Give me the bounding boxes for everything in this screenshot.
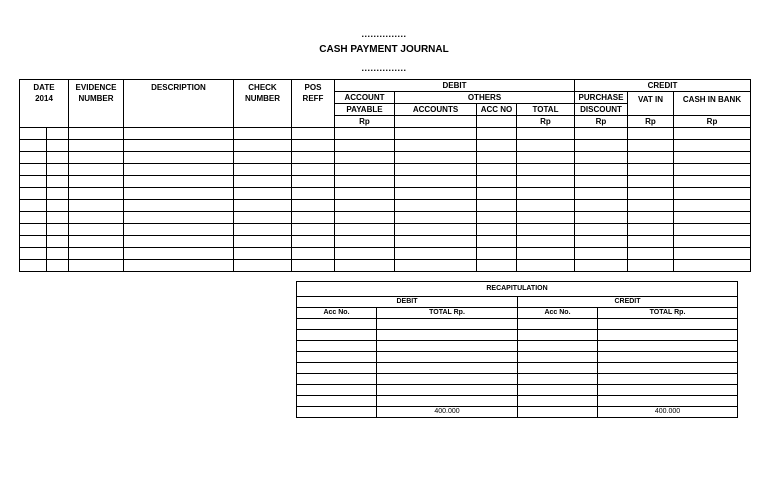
rp-vat-in: Rp [628,116,674,128]
journal-cell [477,200,517,212]
journal-cell [395,128,477,140]
recap-credit-total-rp: TOTAL Rp. [598,308,738,319]
journal-cell [477,248,517,260]
journal-cell [477,260,517,272]
journal-row [20,236,751,248]
journal-cell [69,260,124,272]
journal-cell [124,176,234,188]
journal-cell [335,260,395,272]
recapitulation-table [296,281,738,418]
journal-cell [69,248,124,260]
journal-cell [517,248,575,260]
journal-cell [628,176,674,188]
header-others: OTHERS [395,92,575,104]
journal-cell [124,188,234,200]
recap-cell [377,341,518,352]
journal-cell [69,236,124,248]
journal-cell [69,152,124,164]
journal-cell [234,200,292,212]
journal-cell [292,260,335,272]
journal-cell [124,260,234,272]
journal-cell [47,224,69,236]
recap-cell [518,363,598,374]
journal-cell [47,248,69,260]
journal-cell [124,128,234,140]
journal-cell [395,248,477,260]
journal-cell [335,140,395,152]
journal-cell [69,128,124,140]
header-description-label: DESCRIPTION [151,83,206,92]
journal-cell [517,164,575,176]
header-date [20,80,69,128]
journal-row [20,128,751,140]
journal-cell [20,152,47,164]
journal-row [20,224,751,236]
journal-cell [335,236,395,248]
journal-cell [20,140,47,152]
journal-cell [674,236,751,248]
recap-row [297,385,738,396]
journal-cell [395,212,477,224]
header-cash-in-bank: CASH IN BANK [674,92,751,116]
recap-credit-total-value: 400.000 [598,407,738,418]
recap-credit-total-acc [518,407,598,418]
journal-cell [20,236,47,248]
journal-cell [674,260,751,272]
recap-cell [598,385,738,396]
recap-cell [377,330,518,341]
recap-credit: CREDIT [518,297,738,308]
journal-cell [124,248,234,260]
journal-cell [292,188,335,200]
journal-cell [575,248,628,260]
journal-cell [335,188,395,200]
recap-cell [377,385,518,396]
journal-cell [628,128,674,140]
recap-debit-total-rp: TOTAL Rp. [377,308,518,319]
journal-cell [628,248,674,260]
journal-cell [124,224,234,236]
journal-cell [477,152,517,164]
journal-cell [20,248,47,260]
header-description [124,80,234,128]
journal-cell [395,152,477,164]
journal-cell [517,200,575,212]
header-credit: CREDIT [575,80,751,92]
recap-row [297,319,738,330]
journal-cell [47,140,69,152]
journal-cell [674,224,751,236]
recap-cell [297,385,377,396]
journal-cell [234,176,292,188]
journal-cell [674,200,751,212]
recap-cell [297,341,377,352]
recap-cell [598,330,738,341]
journal-cell [477,188,517,200]
header-check-label-2: NUMBER [244,94,281,103]
journal-cell [395,200,477,212]
recap-total-row [297,407,738,418]
journal-cell [575,140,628,152]
journal-cell [335,128,395,140]
journal-row [20,200,751,212]
journal-cell [292,212,335,224]
journal-cell [517,236,575,248]
recap-row [297,374,738,385]
recap-cell [297,352,377,363]
journal-cell [477,140,517,152]
journal-cell [335,248,395,260]
journal-cell [69,224,124,236]
header-date-year: 2014 [35,94,53,103]
header-pos-label: POS [304,83,322,92]
journal-cell [477,164,517,176]
journal-cell [234,164,292,176]
journal-cell [674,176,751,188]
journal-cell [517,224,575,236]
recap-row [297,341,738,352]
journal-cell [335,212,395,224]
journal-cell [47,128,69,140]
journal-cell [674,128,751,140]
journal-row [20,188,751,200]
journal-cell [517,152,575,164]
journal-cell [674,248,751,260]
journal-cell [234,140,292,152]
journal-cell [517,128,575,140]
journal-cell [477,128,517,140]
header-purchase: PURCHASE [575,92,628,104]
journal-cell [628,164,674,176]
journal-cell [234,236,292,248]
journal-cell [395,236,477,248]
journal-cell [47,164,69,176]
journal-cell [517,140,575,152]
journal-cell [395,140,477,152]
header-account: ACCOUNT [335,92,395,104]
journal-cell [124,140,234,152]
recap-row [297,352,738,363]
rp-cash-in-bank: Rp [674,116,751,128]
journal-cell [124,200,234,212]
journal-cell [124,164,234,176]
rp-account-payable: Rp [335,116,395,128]
recap-cell [377,352,518,363]
journal-cell [674,164,751,176]
recap-debit-acc-no: Acc No. [297,308,377,319]
journal-cell [517,176,575,188]
journal-cell [292,164,335,176]
journal-cell [47,236,69,248]
journal-cell [124,212,234,224]
journal-cell [234,260,292,272]
journal-cell [628,152,674,164]
journal-cell [20,128,47,140]
journal-cell [674,212,751,224]
journal-cell [628,260,674,272]
header-evidence-label: EVIDENCE [75,83,117,92]
journal-cell [628,224,674,236]
rp-total: Rp [517,116,575,128]
recap-cell [297,319,377,330]
header-vat-in: VAT IN [628,92,674,116]
header-check-number [234,80,292,128]
recap-cell [598,374,738,385]
journal-cell [674,140,751,152]
journal-row [20,248,751,260]
title-dots-bottom: ............... [361,63,407,73]
journal-cell [575,164,628,176]
journal-cell [47,212,69,224]
recap-debit: DEBIT [297,297,518,308]
recap-cell [518,352,598,363]
recap-cell [598,363,738,374]
recap-cell [518,385,598,396]
journal-cell [477,176,517,188]
journal-cell [477,212,517,224]
journal-cell [20,176,47,188]
journal-cell [69,200,124,212]
journal-row [20,140,751,152]
header-discount: DISCOUNT [575,104,628,116]
journal-cell [20,188,47,200]
journal-cell [395,224,477,236]
journal-cell [69,188,124,200]
header-accounts: ACCOUNTS [395,104,477,116]
journal-cell [628,200,674,212]
journal-cell [20,224,47,236]
journal-cell [628,140,674,152]
journal-cell [124,152,234,164]
journal-cell [575,176,628,188]
journal-cell [292,224,335,236]
journal-cell [124,236,234,248]
journal-cell [335,224,395,236]
recap-cell [598,396,738,407]
journal-cell [628,236,674,248]
recap-cell [377,363,518,374]
header-date-label: DATE [33,83,55,92]
journal-cell [292,176,335,188]
journal-cell [575,200,628,212]
journal-cell [20,212,47,224]
journal-cell [292,248,335,260]
journal-cell [69,176,124,188]
recap-cell [297,396,377,407]
recap-cell [297,374,377,385]
recap-cell [598,319,738,330]
journal-cell [20,164,47,176]
journal-cell [575,188,628,200]
journal-row [20,212,751,224]
journal-cell [47,152,69,164]
journal-cell [477,224,517,236]
recap-cell [598,341,738,352]
journal-cell [575,128,628,140]
recap-cell [518,319,598,330]
journal-cell [575,224,628,236]
journal-cell [628,212,674,224]
journal-cell [20,200,47,212]
header-evidence-number [69,80,124,128]
journal-cell [674,152,751,164]
header-total: TOTAL [517,104,575,116]
header-payable: PAYABLE [335,104,395,116]
recap-row [297,330,738,341]
journal-cell [395,164,477,176]
journal-cell [575,212,628,224]
journal-cell [628,188,674,200]
journal-cell [292,140,335,152]
journal-cell [395,176,477,188]
journal-cell [47,176,69,188]
journal-cell [234,224,292,236]
recap-cell [518,341,598,352]
journal-row [20,176,751,188]
journal-cell [47,188,69,200]
cash-payment-journal-table [19,79,751,272]
journal-cell [517,212,575,224]
journal-row [20,164,751,176]
journal-cell [20,260,47,272]
recap-debit-total-acc [297,407,377,418]
header-debit: DEBIT [335,80,575,92]
recap-credit-acc-no: Acc No. [518,308,598,319]
journal-cell [335,152,395,164]
recap-row [297,363,738,374]
recap-row [297,396,738,407]
journal-cell [47,200,69,212]
recap-cell [377,319,518,330]
journal-cell [69,140,124,152]
journal-cell [69,212,124,224]
journal-cell [395,188,477,200]
journal-cell [47,260,69,272]
journal-cell [335,200,395,212]
recap-cell [377,374,518,385]
journal-cell [292,236,335,248]
journal-cell [234,248,292,260]
recap-cell [518,396,598,407]
recap-cell [518,374,598,385]
journal-cell [234,212,292,224]
journal-cell [292,128,335,140]
journal-cell [575,152,628,164]
recap-title: RECAPITULATION [297,282,738,297]
journal-cell [575,236,628,248]
rp-blank-accounts [395,116,477,128]
journal-cell [234,188,292,200]
journal-title: CASH PAYMENT JOURNAL [319,44,449,55]
journal-cell [517,188,575,200]
journal-cell [575,260,628,272]
journal-cell [517,260,575,272]
journal-cell [234,128,292,140]
journal-cell [335,164,395,176]
header-evidence-label-2: NUMBER [78,94,114,103]
journal-cell [335,176,395,188]
journal-cell [674,188,751,200]
journal-cell [292,152,335,164]
header-pos-reff [292,80,335,128]
journal-cell [477,236,517,248]
rp-blank-acc-no [477,116,517,128]
recap-cell [297,330,377,341]
recap-cell [297,363,377,374]
title-dots-top: ............... [361,29,407,39]
rp-purchase-discount: Rp [575,116,628,128]
header-acc-no: ACC NO [477,104,517,116]
journal-row [20,260,751,272]
journal-row [20,152,751,164]
journal-cell [69,164,124,176]
recap-cell [377,396,518,407]
journal-cell [395,260,477,272]
journal-cell [292,200,335,212]
journal-cell [234,152,292,164]
recap-debit-total-value: 400.000 [377,407,518,418]
header-pos-label-2: REFF [302,94,324,103]
header-check-label: CHECK [248,83,277,92]
recap-cell [598,352,738,363]
recap-cell [518,330,598,341]
